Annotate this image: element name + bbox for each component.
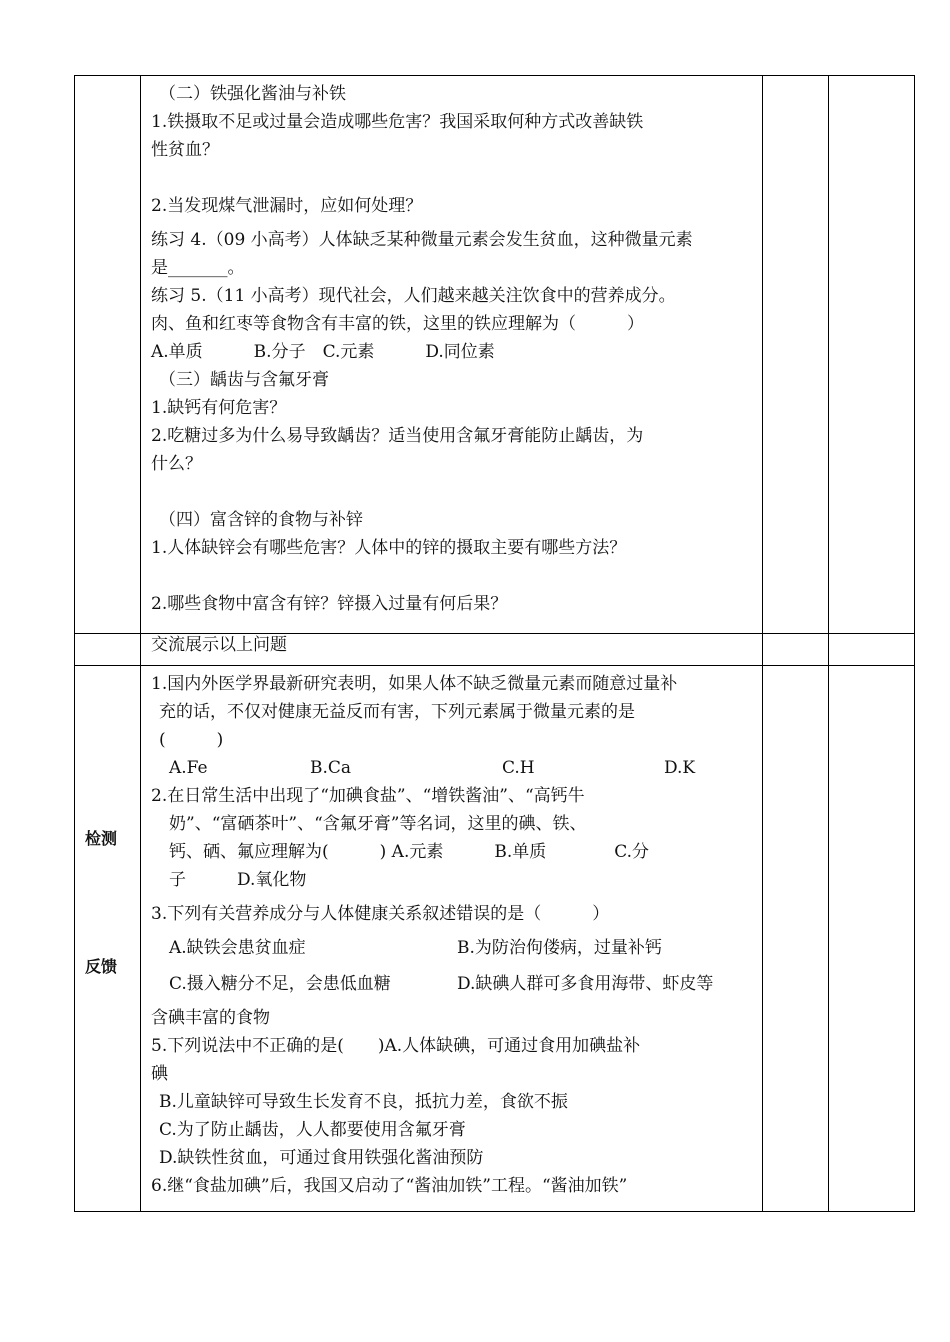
iron-question-1a: 1.铁摄取不足或过量会造成哪些危害？我国采取何种方式改善缺铁 — [151, 112, 644, 132]
section-heading-iron: （二）铁强化酱油与补铁 — [159, 84, 346, 104]
calcium-question-1: 1.缺钙有何危害？ — [151, 398, 287, 418]
left-cell — [75, 76, 141, 634]
calcium-question-2a: 2.吃糖过多为什么易导致龋齿？适当使用含氟牙膏能防止龋齿，为 — [151, 426, 644, 446]
test-q2b: 奶”、“富硒茶叶”、“含氟牙膏”等名词，这里的碘、铁、 — [169, 814, 587, 834]
side-label-test: 检测 — [85, 829, 118, 848]
test-q5b: 碘 — [151, 1064, 168, 1084]
test-q3: 3.下列有关营养成分与人体健康关系叙述错误的是（ ） — [151, 904, 610, 924]
test-side-cell — [75, 666, 141, 1212]
test-q3-tail: 含碘丰富的食物 — [151, 1008, 270, 1028]
test-q2c: 钙、硒、氟应理解为( ) A.元素 B.单质 C.分 — [169, 842, 650, 862]
test-q3-options-ab — [141, 934, 762, 962]
test-q1b: 充的话，不仅对健康无益反而有害，下列元素属于微量元素的是 — [159, 702, 635, 722]
test-q1-options — [141, 754, 762, 782]
test-q5a: 5.下列说法中不正确的是( )A.人体缺碘，可通过食用加碘盐补 — [151, 1036, 641, 1056]
iron-question-2: 2.当发现煤气泄漏时，应如何处理？ — [151, 196, 423, 216]
test-q2d: 子 D.氧化物 — [169, 870, 307, 890]
q3-option-a: A.缺铁会患贫血症 — [169, 938, 306, 958]
zinc-question-1: 1.人体缺锌会有哪些危害？人体中的锌的摄取主要有哪些方法？ — [151, 538, 627, 558]
option-b: B.Ca — [310, 758, 352, 778]
table-row-questions — [75, 76, 915, 634]
worksheet-table — [74, 75, 915, 1212]
exercise-5b: 肉、鱼和红枣等食物含有丰富的铁，这里的铁应理解为（ ） — [151, 314, 644, 334]
notes-cell — [763, 76, 829, 634]
table-row-exchange — [75, 634, 915, 666]
test-q5-option-b: B.儿童缺锌可导致生长发育不良，抵抗力差，食欲不振 — [159, 1092, 568, 1112]
exercise-4a: 练习 4.（09 小高考）人体缺乏某种微量元素会发生贫血，这种微量元素 — [151, 230, 693, 250]
option-d: D.K — [664, 758, 696, 778]
exercise-4b: 是_______。 — [151, 258, 245, 278]
test-content-cell — [141, 666, 763, 1212]
section-heading-zinc: （四）富含锌的食物与补锌 — [159, 510, 363, 530]
content-cell — [141, 76, 763, 634]
exchange-text: 交流展示以上问题 — [151, 635, 287, 655]
iron-question-1b: 性贫血？ — [151, 140, 219, 160]
test-q6: 6.继“食盐加碘”后，我国又启动了“酱油加铁”工程。“酱油加铁” — [151, 1176, 628, 1196]
side-label-feedback: 反馈 — [85, 957, 118, 976]
exercise-5-options: A.单质 B.分子 C.元素 D.同位素 — [151, 342, 495, 362]
test-q1a: 1.国内外医学界最新研究表明，如果人体不缺乏微量元素而随意过量补 — [151, 674, 678, 694]
q3-option-b: B.为防治佝偻病，过量补钙 — [457, 938, 662, 958]
section-heading-calcium: （三）龋齿与含氟牙膏 — [159, 370, 329, 390]
test-q1c: ( ) — [159, 730, 224, 750]
test-q5-option-c: C.为了防止龋齿，人人都要使用含氟牙膏 — [159, 1120, 466, 1140]
calcium-question-2b: 什么？ — [151, 454, 202, 474]
test-q5-option-d: D.缺铁性贫血，可通过食用铁强化酱油预防 — [159, 1148, 484, 1168]
test-q3-options-cd — [141, 970, 762, 998]
table-row-test — [75, 666, 915, 1212]
q3-option-d: D.缺碘人群可多食用海带、虾皮等 — [457, 974, 714, 994]
exercise-5a: 练习 5.（11 小高考）现代社会，人们越来越关注饮食中的营养成分。 — [151, 286, 676, 306]
extra-cell — [829, 76, 915, 634]
option-a: A.Fe — [169, 758, 208, 778]
zinc-question-2: 2.哪些食物中富含有锌？锌摄入过量有何后果？ — [151, 594, 508, 614]
q3-option-c: C.摄入糖分不足，会患低血糖 — [169, 974, 391, 994]
test-q2a: 2.在日常生活中出现了“加碘食盐”、“增铁酱油”、“高钙牛 — [151, 786, 585, 806]
option-c: C.H — [502, 758, 535, 778]
